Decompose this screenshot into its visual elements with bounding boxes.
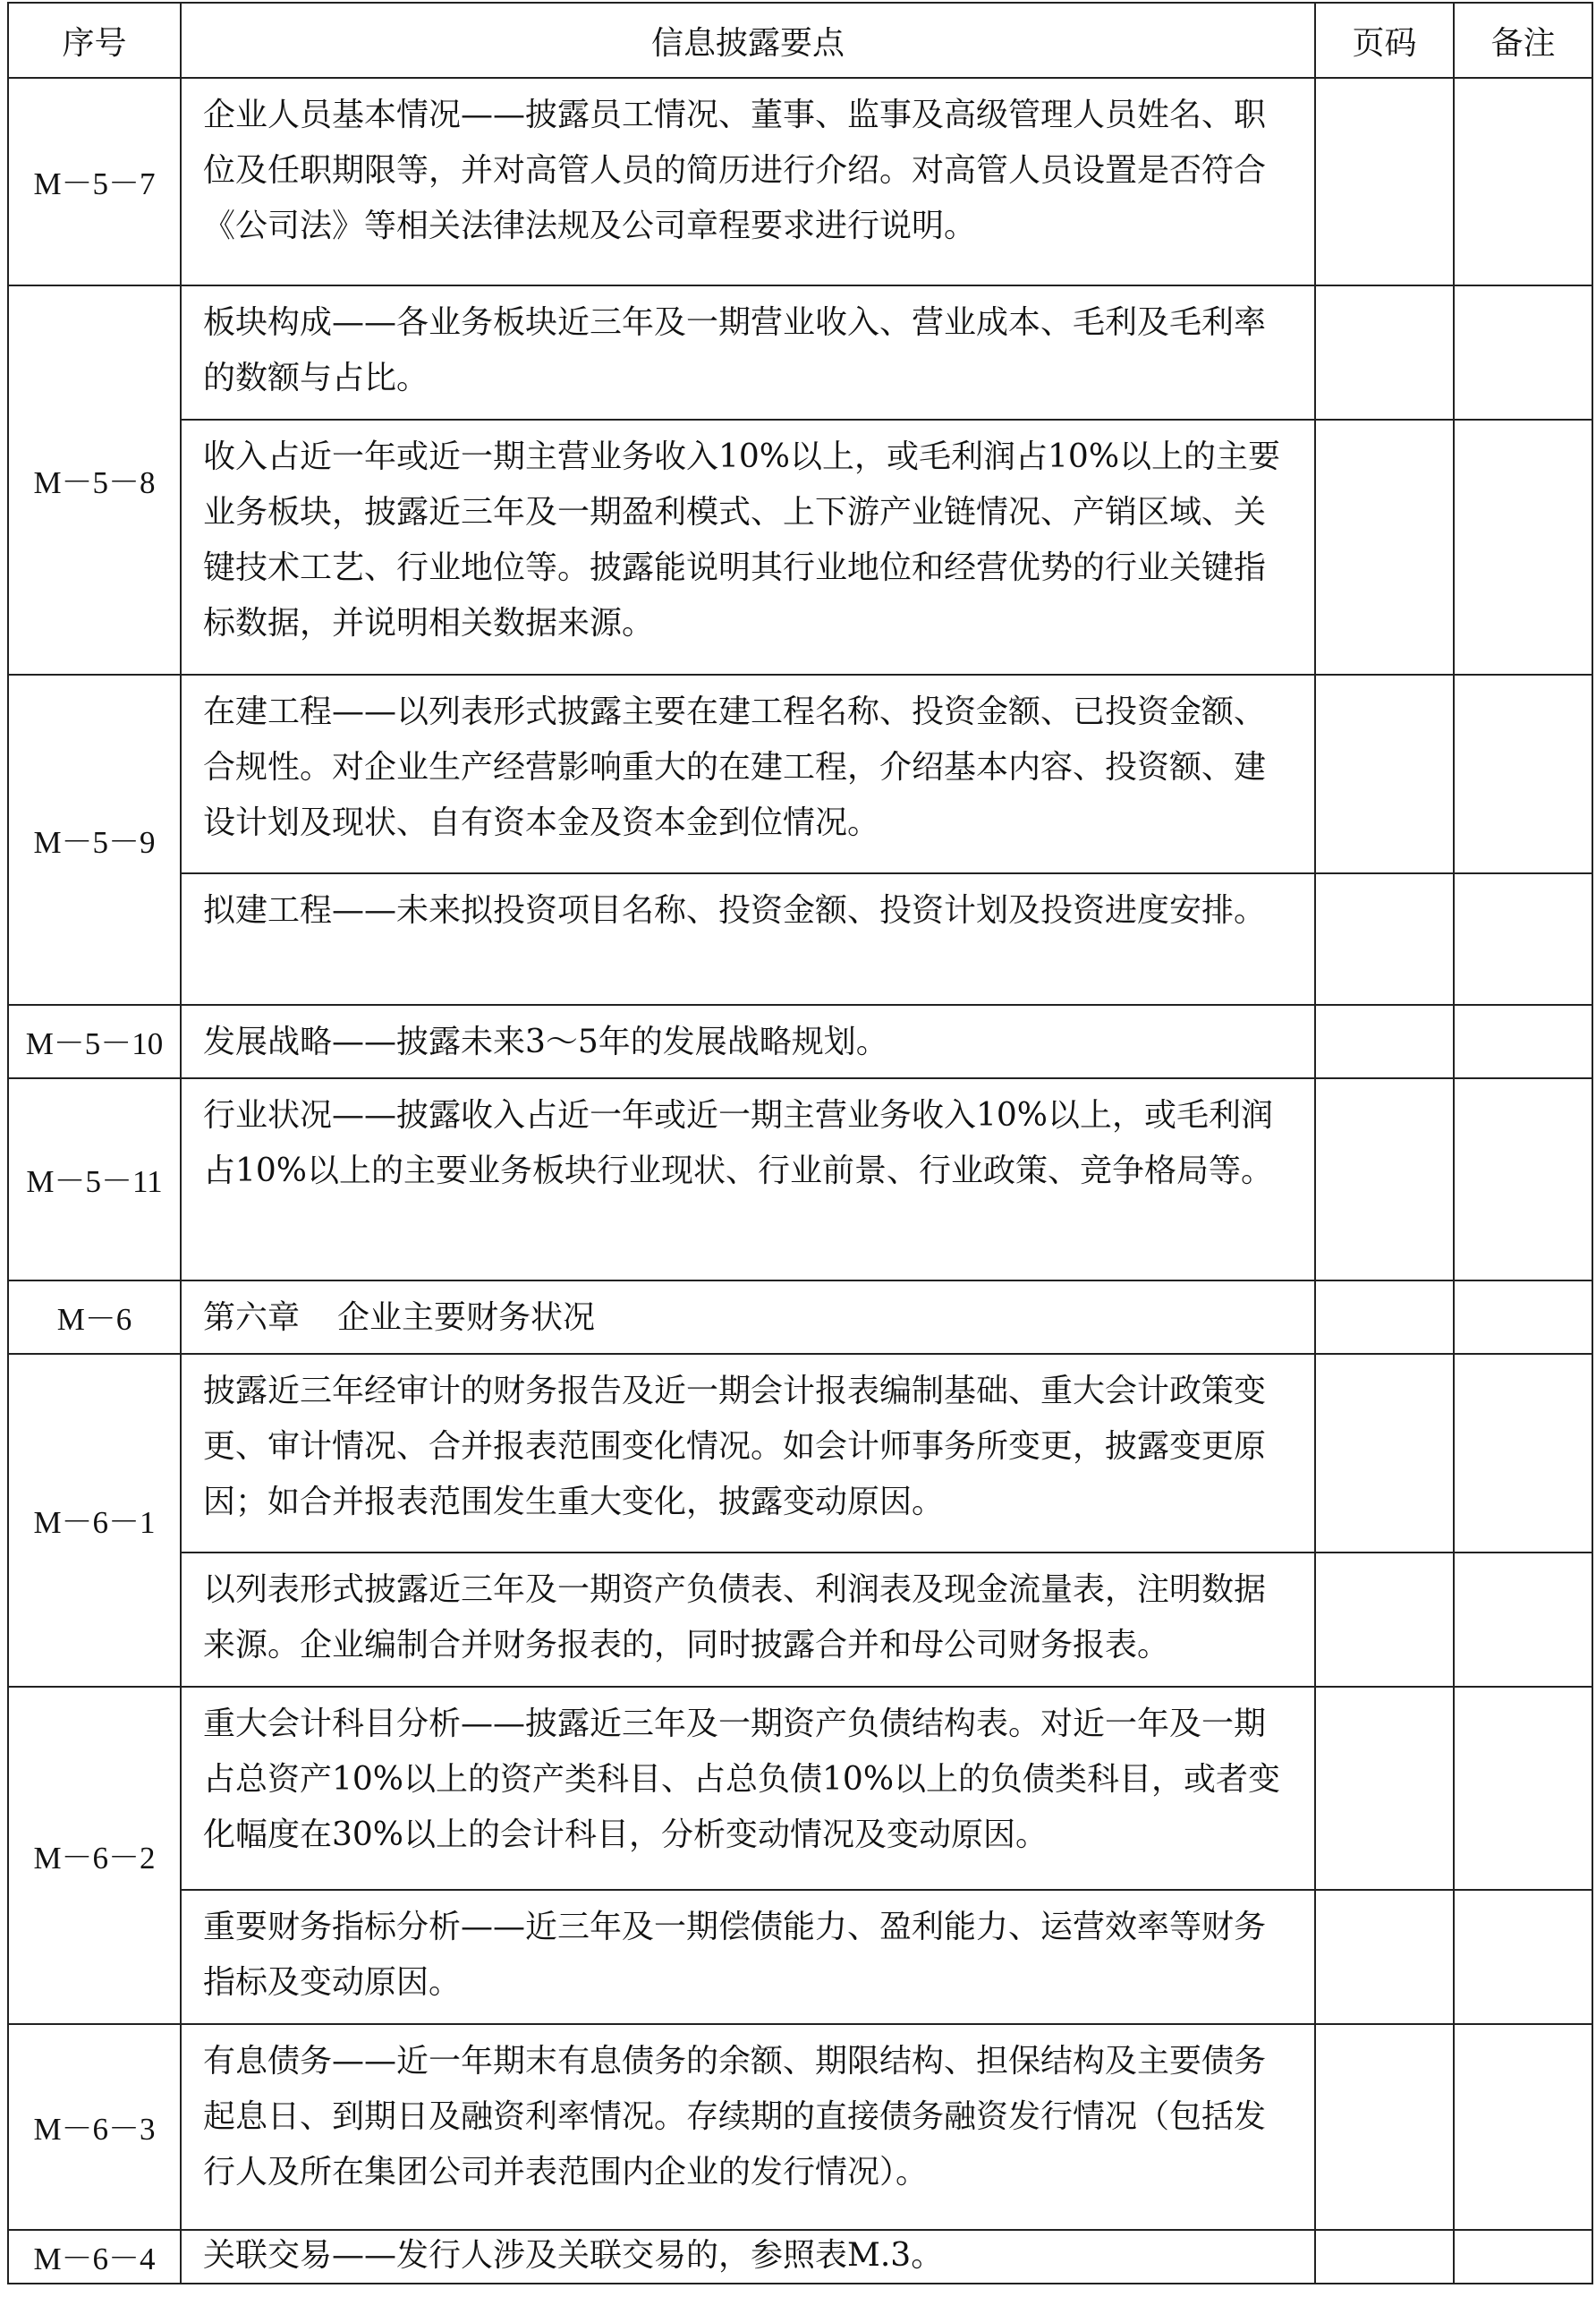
remark-cell bbox=[1454, 420, 1592, 675]
remark-cell bbox=[1454, 675, 1592, 873]
remark-cell bbox=[1454, 78, 1592, 285]
disclosure-table-wrapper bbox=[7, 2, 1593, 2284]
row-id: M－6 bbox=[8, 1280, 181, 1354]
page-cell bbox=[1315, 78, 1454, 285]
remark-cell bbox=[1454, 2230, 1592, 2284]
page-cell bbox=[1315, 1890, 1454, 2024]
row-id: M－5－9 bbox=[8, 675, 181, 1005]
chapter-title: 企业主要财务状况 bbox=[337, 1299, 596, 1336]
page-cell bbox=[1315, 1078, 1454, 1280]
page-cell bbox=[1315, 2024, 1454, 2230]
table-row bbox=[8, 675, 1592, 873]
remark-cell bbox=[1454, 873, 1592, 1005]
table-row bbox=[8, 2230, 1592, 2284]
remark-cell bbox=[1454, 1005, 1592, 1078]
row-content: 关联交易——发行人涉及关联交易的，参照表M.3。 bbox=[181, 2230, 1315, 2284]
table-row bbox=[8, 873, 1592, 1005]
page-cell bbox=[1315, 675, 1454, 873]
disclosure-checklist-table bbox=[7, 2, 1593, 2284]
remark-cell bbox=[1454, 1354, 1592, 1553]
table-row bbox=[8, 78, 1592, 285]
row-id: M－5－7 bbox=[8, 78, 181, 285]
table-row bbox=[8, 1553, 1592, 1687]
row-content: 板块构成——各业务板块近三年及一期营业收入、营业成本、毛利及毛利率的数额与占比。 bbox=[181, 285, 1315, 420]
row-id: M－6－2 bbox=[8, 1687, 181, 2024]
row-id: M－5－8 bbox=[8, 285, 181, 675]
remark-cell bbox=[1454, 1890, 1592, 2024]
row-content: 披露近三年经审计的财务报告及近一期会计报表编制基础、重大会计政策变更、审计情况、合并报表范围变化情况。如会计师事务所变更，披露变更原因；如合并报表范围发生重大变化，披露变动原因。 bbox=[181, 1354, 1315, 1553]
table-row bbox=[8, 285, 1592, 420]
header-points: 信息披露要点 bbox=[181, 3, 1315, 78]
page-cell bbox=[1315, 2230, 1454, 2284]
page-cell bbox=[1315, 285, 1454, 420]
page-cell bbox=[1315, 1280, 1454, 1354]
table-row bbox=[8, 1890, 1592, 2024]
row-content: 企业人员基本情况——披露员工情况、董事、监事及高级管理人员姓名、职位及任职期限等，并对高管人员的简历进行介绍。对高管人员设置是否符合《公司法》等相关法律法规及公司章程要求进行说明。 bbox=[181, 78, 1315, 285]
page-cell bbox=[1315, 1005, 1454, 1078]
row-content: 在建工程——以列表形式披露主要在建工程名称、投资金额、已投资金额、合规性。对企业生产经营影响重大的在建工程，介绍基本内容、投资额、建设计划及现状、自有资本金及资本金到位情况。 bbox=[181, 675, 1315, 873]
page-cell bbox=[1315, 420, 1454, 675]
row-id: M－6－1 bbox=[8, 1354, 181, 1687]
row-content: 以列表形式披露近三年及一期资产负债表、利润表及现金流量表，注明数据来源。企业编制合并财务报表的，同时披露合并和母公司财务报表。 bbox=[181, 1553, 1315, 1687]
row-id: M－5－11 bbox=[8, 1078, 181, 1280]
row-content: 收入占近一年或近一期主营业务收入10%以上，或毛利润占10%以上的主要业务板块，披露近三年及一期盈利模式、上下游产业链情况、产销区域、关键技术工艺、行业地位等。披露能说明其行业地位和经营优势的行业关键指标数据，并说明相关数据来源。 bbox=[181, 420, 1315, 675]
row-id: M－5－10 bbox=[8, 1005, 181, 1078]
row-id: M－6－4 bbox=[8, 2230, 181, 2284]
header-page: 页码 bbox=[1315, 3, 1454, 78]
page-cell bbox=[1315, 1687, 1454, 1890]
remark-cell bbox=[1454, 1553, 1592, 1687]
chapter-row bbox=[8, 1280, 1592, 1354]
page-cell bbox=[1315, 873, 1454, 1005]
header-remark: 备注 bbox=[1454, 3, 1592, 78]
header-row bbox=[8, 3, 1592, 78]
remark-cell bbox=[1454, 2024, 1592, 2230]
row-content: 行业状况——披露收入占近一年或近一期主营业务收入10%以上，或毛利润占10%以上的主要业务板块行业现状、行业前景、行业政策、竞争格局等。 bbox=[181, 1078, 1315, 1280]
table-row bbox=[8, 420, 1592, 675]
row-content: 拟建工程——未来拟投资项目名称、投资金额、投资计划及投资进度安排。 bbox=[181, 873, 1315, 1005]
page-cell bbox=[1315, 1354, 1454, 1553]
table-row bbox=[8, 2024, 1592, 2230]
table-row bbox=[8, 1005, 1592, 1078]
row-content: 发展战略——披露未来3～5年的发展战略规划。 bbox=[181, 1005, 1315, 1078]
page-cell bbox=[1315, 1553, 1454, 1687]
remark-cell bbox=[1454, 1280, 1592, 1354]
remark-cell bbox=[1454, 1078, 1592, 1280]
table-row bbox=[8, 1078, 1592, 1280]
row-id: M－6－3 bbox=[8, 2024, 181, 2230]
header-seq: 序号 bbox=[8, 3, 181, 78]
row-content: 重大会计科目分析——披露近三年及一期资产负债结构表。对近一年及一期占总资产10%以上的资产类科目、占总负债10%以上的负债类科目，或者变化幅度在30%以上的会计科目，分析变动情况及变动原因。 bbox=[181, 1687, 1315, 1890]
remark-cell bbox=[1454, 285, 1592, 420]
chapter-heading bbox=[181, 1280, 1315, 1354]
row-content: 重要财务指标分析——近三年及一期偿债能力、盈利能力、运营效率等财务指标及变动原因。 bbox=[181, 1890, 1315, 2024]
chapter-number: 第六章 bbox=[203, 1299, 301, 1336]
row-content: 有息债务——近一年期末有息债务的余额、期限结构、担保结构及主要债务起息日、到期日及融资利率情况。存续期的直接债务融资发行情况（包括发行人及所在集团公司并表范围内企业的发行情况）。 bbox=[181, 2024, 1315, 2230]
remark-cell bbox=[1454, 1687, 1592, 1890]
table-row bbox=[8, 1687, 1592, 1890]
table-row bbox=[8, 1354, 1592, 1553]
